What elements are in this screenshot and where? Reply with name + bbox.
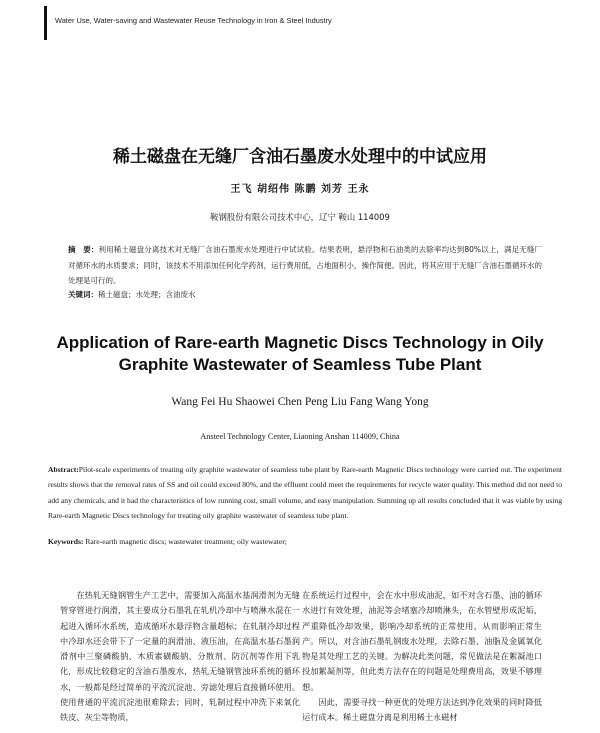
english-authors: Wang Fei Hu Shaowei Chen Peng Liu Fang Wang Yong (171, 396, 429, 408)
chinese-abstract-text: 利用稀土磁盘分离技术对无缝厂含油石墨废水处理进行中试试验。结果表明，悬浮物和石油类的去除率均达到80%以上，满足无缝厂对循环水的水质要求；同时，该技术不用添加任何化学药剂，运行费用低，占地面积小，操作简便。因此，将其应用于无缝厂含油石墨循环水的处理是可行的。 (68, 245, 543, 285)
english-abstract-label: Abstract: (48, 465, 79, 474)
english-abstract-text: Pilot-scale experiments of treating oily graphite wastewater of seamless tube plant by Rare-earth Magnetic Discs technology were carried out. The experiment results shows that the removal rates of SS and oil could exceed 80%, and the effluent could meet the requirements for recycle water quality. This method did not need to add any chemicals, and it had the characteristics of low running cost, small volume, and easy manipulation. Summing up all results concluded that it was viable by using Rare-earth Magnetic Discs technology for treating oily graphite wastewater of seamless tube plant. (48, 465, 562, 520)
english-affiliation: Ansteel Technology Center, Liaoning Anshan 114009, China (200, 432, 400, 441)
english-abstract (48, 462, 562, 523)
body-right-column (302, 588, 542, 726)
english-keywords-label: Keywords: (48, 537, 84, 546)
english-title-line2: Graphite Wastewater of Seamless Tube Plant (118, 355, 482, 374)
body-paragraph: 在系统运行过程中，会在水中形成油泥，如不对含石墨、油的循环水进行有效处理，油泥等会堵塞冷却喷淋头，在水管壁形成泥垢，严重降低冷却效果，影响冷却系统的正常使用，从而影响正常生产。所以，对含油石墨轧钢废水处理，去除石墨、油脂及金属氧化物是其处理工艺的关键。为解决此类问题，常见做法是在絮凝池口投加絮凝剂等，但此类方法存在的问题是处理费用高，效果不够理想。 (302, 590, 542, 692)
chinese-affiliation: 鞍钢股份有限公司技术中心，辽宁 鞍山 114009 (210, 212, 390, 222)
english-keywords-text: Rare-earth magnetic discs; wastewater treatment; oily wastewater; (85, 537, 287, 546)
header-rule (44, 6, 47, 40)
chinese-title: 稀土磁盘在无缝厂含油石墨废水处理中的中试应用 (113, 147, 487, 167)
english-keywords (48, 537, 562, 546)
english-title-line1: Application of Rare-earth Magnetic Discs Technology in Oily (56, 333, 544, 352)
journal-header: Water Use, Water-saving and Wastewater Reuse Technology in Iron & Steel Industry (55, 16, 332, 25)
body-left-column (60, 588, 300, 726)
chinese-abstract (68, 242, 542, 289)
chinese-authors: 王飞 胡绍伟 陈鹏 刘芳 王永 (230, 184, 370, 195)
chinese-abstract-label: 摘 要： (68, 245, 99, 254)
chinese-keywords-text: 稀土磁盘；水处理；含油废水 (98, 290, 196, 299)
chinese-keywords-label: 关键词： (68, 290, 98, 299)
english-title (0, 332, 600, 376)
chinese-keywords (68, 289, 542, 301)
body-paragraph: 在热轧无缝钢管生产工艺中，需要加入高温水基润滑剂为无缝管穿管进行润滑，其主要成分石墨乳在轧机冷却中与喷淋水混在一起进入循环水系统，造成循环水悬浮物含量超标；在轧制冷却过程中冷却水还会带下了一定量的润滑油、液压油，在高温水基石墨润滑剂中三聚磷酸钠、木质素磺酸钠、分散剂、防沉剂等作用下乳化，形成比较稳定的含油石墨废水，热轧无缝钢管浊环系统的循环水，一般都是经过简单的平流沉淀池、旁滤处理后直接循环使用。使用普通的平流沉淀池很难除去；同时，轧制过程中冲洗下来氧化铁皮、灰尘等物质， (60, 590, 300, 723)
body-paragraph: 因此，需要寻找一种更优的处理方法达到净化效果的同时降低运行成本。稀土磁盘分离是利用稀土永磁材 (302, 697, 542, 723)
